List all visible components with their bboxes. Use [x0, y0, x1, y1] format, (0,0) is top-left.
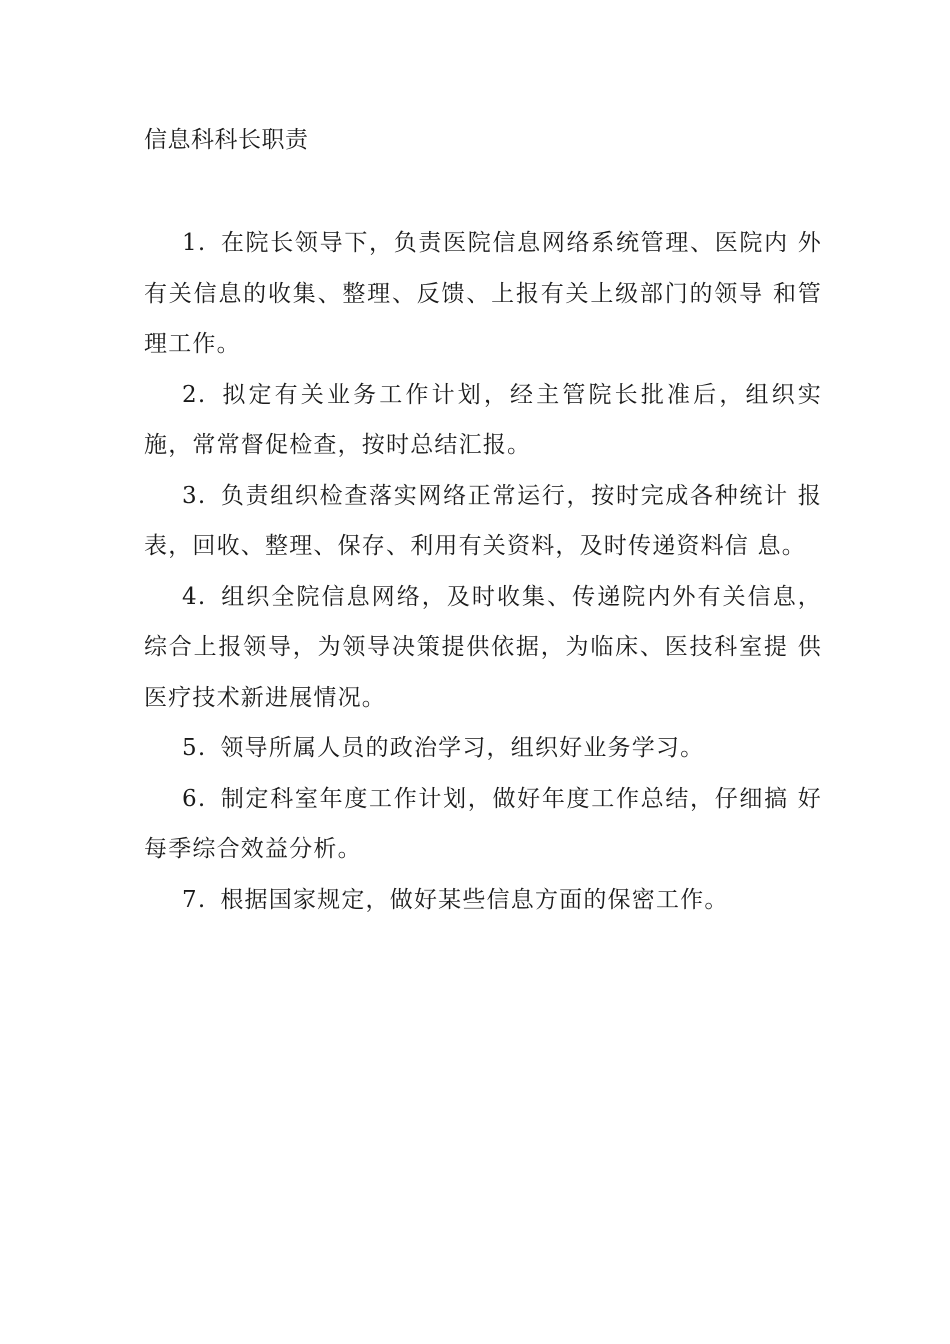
item-text: 负责组织检查落实网络正常运行，按时完成各种统计 报表，回收、整理、保存、利用有关资料，及时传递资料信 息。	[144, 482, 822, 559]
item-number: 4.	[182, 583, 207, 610]
list-item	[144, 218, 822, 370]
duty-list	[144, 218, 822, 925]
item-number: 1.	[182, 230, 207, 256]
list-item	[144, 370, 822, 471]
item-text: 领导所属人员的政治学习，组织好业务学习。	[220, 735, 705, 761]
list-item	[144, 572, 822, 724]
item-text: 制定科室年度工作计划，做好年度工作总结，仔细搞 好每季综合效益分析。	[144, 785, 822, 862]
item-text: 拟定有关业务工作计划，经主管院长批准后，组织实施，常常督促检查，按时总结汇报。	[144, 381, 822, 458]
item-number: 3.	[182, 482, 207, 509]
page-title: 信息科科长职责	[144, 127, 309, 153]
item-text: 根据国家规定，做好某些信息方面的保密工作。	[220, 886, 729, 913]
list-item	[144, 723, 822, 774]
item-number: 7.	[182, 886, 207, 913]
item-text: 组织全院信息网络，及时收集、传递院内外有关信息，综合上报领导，为领导决策提供依据，为临床、医技科室提 供医疗技术新进展情况。	[144, 583, 822, 711]
item-number: 5.	[182, 735, 207, 761]
list-item	[144, 774, 822, 875]
list-item	[144, 471, 822, 572]
list-item	[144, 875, 822, 926]
item-number: 2.	[182, 381, 207, 408]
item-text: 在院长领导下，负责医院信息网络系统管理、医院内 外有关信息的收集、整理、反馈、上报有关上级部门的领导 和管理工作。	[144, 230, 822, 357]
item-number: 6.	[182, 785, 207, 812]
